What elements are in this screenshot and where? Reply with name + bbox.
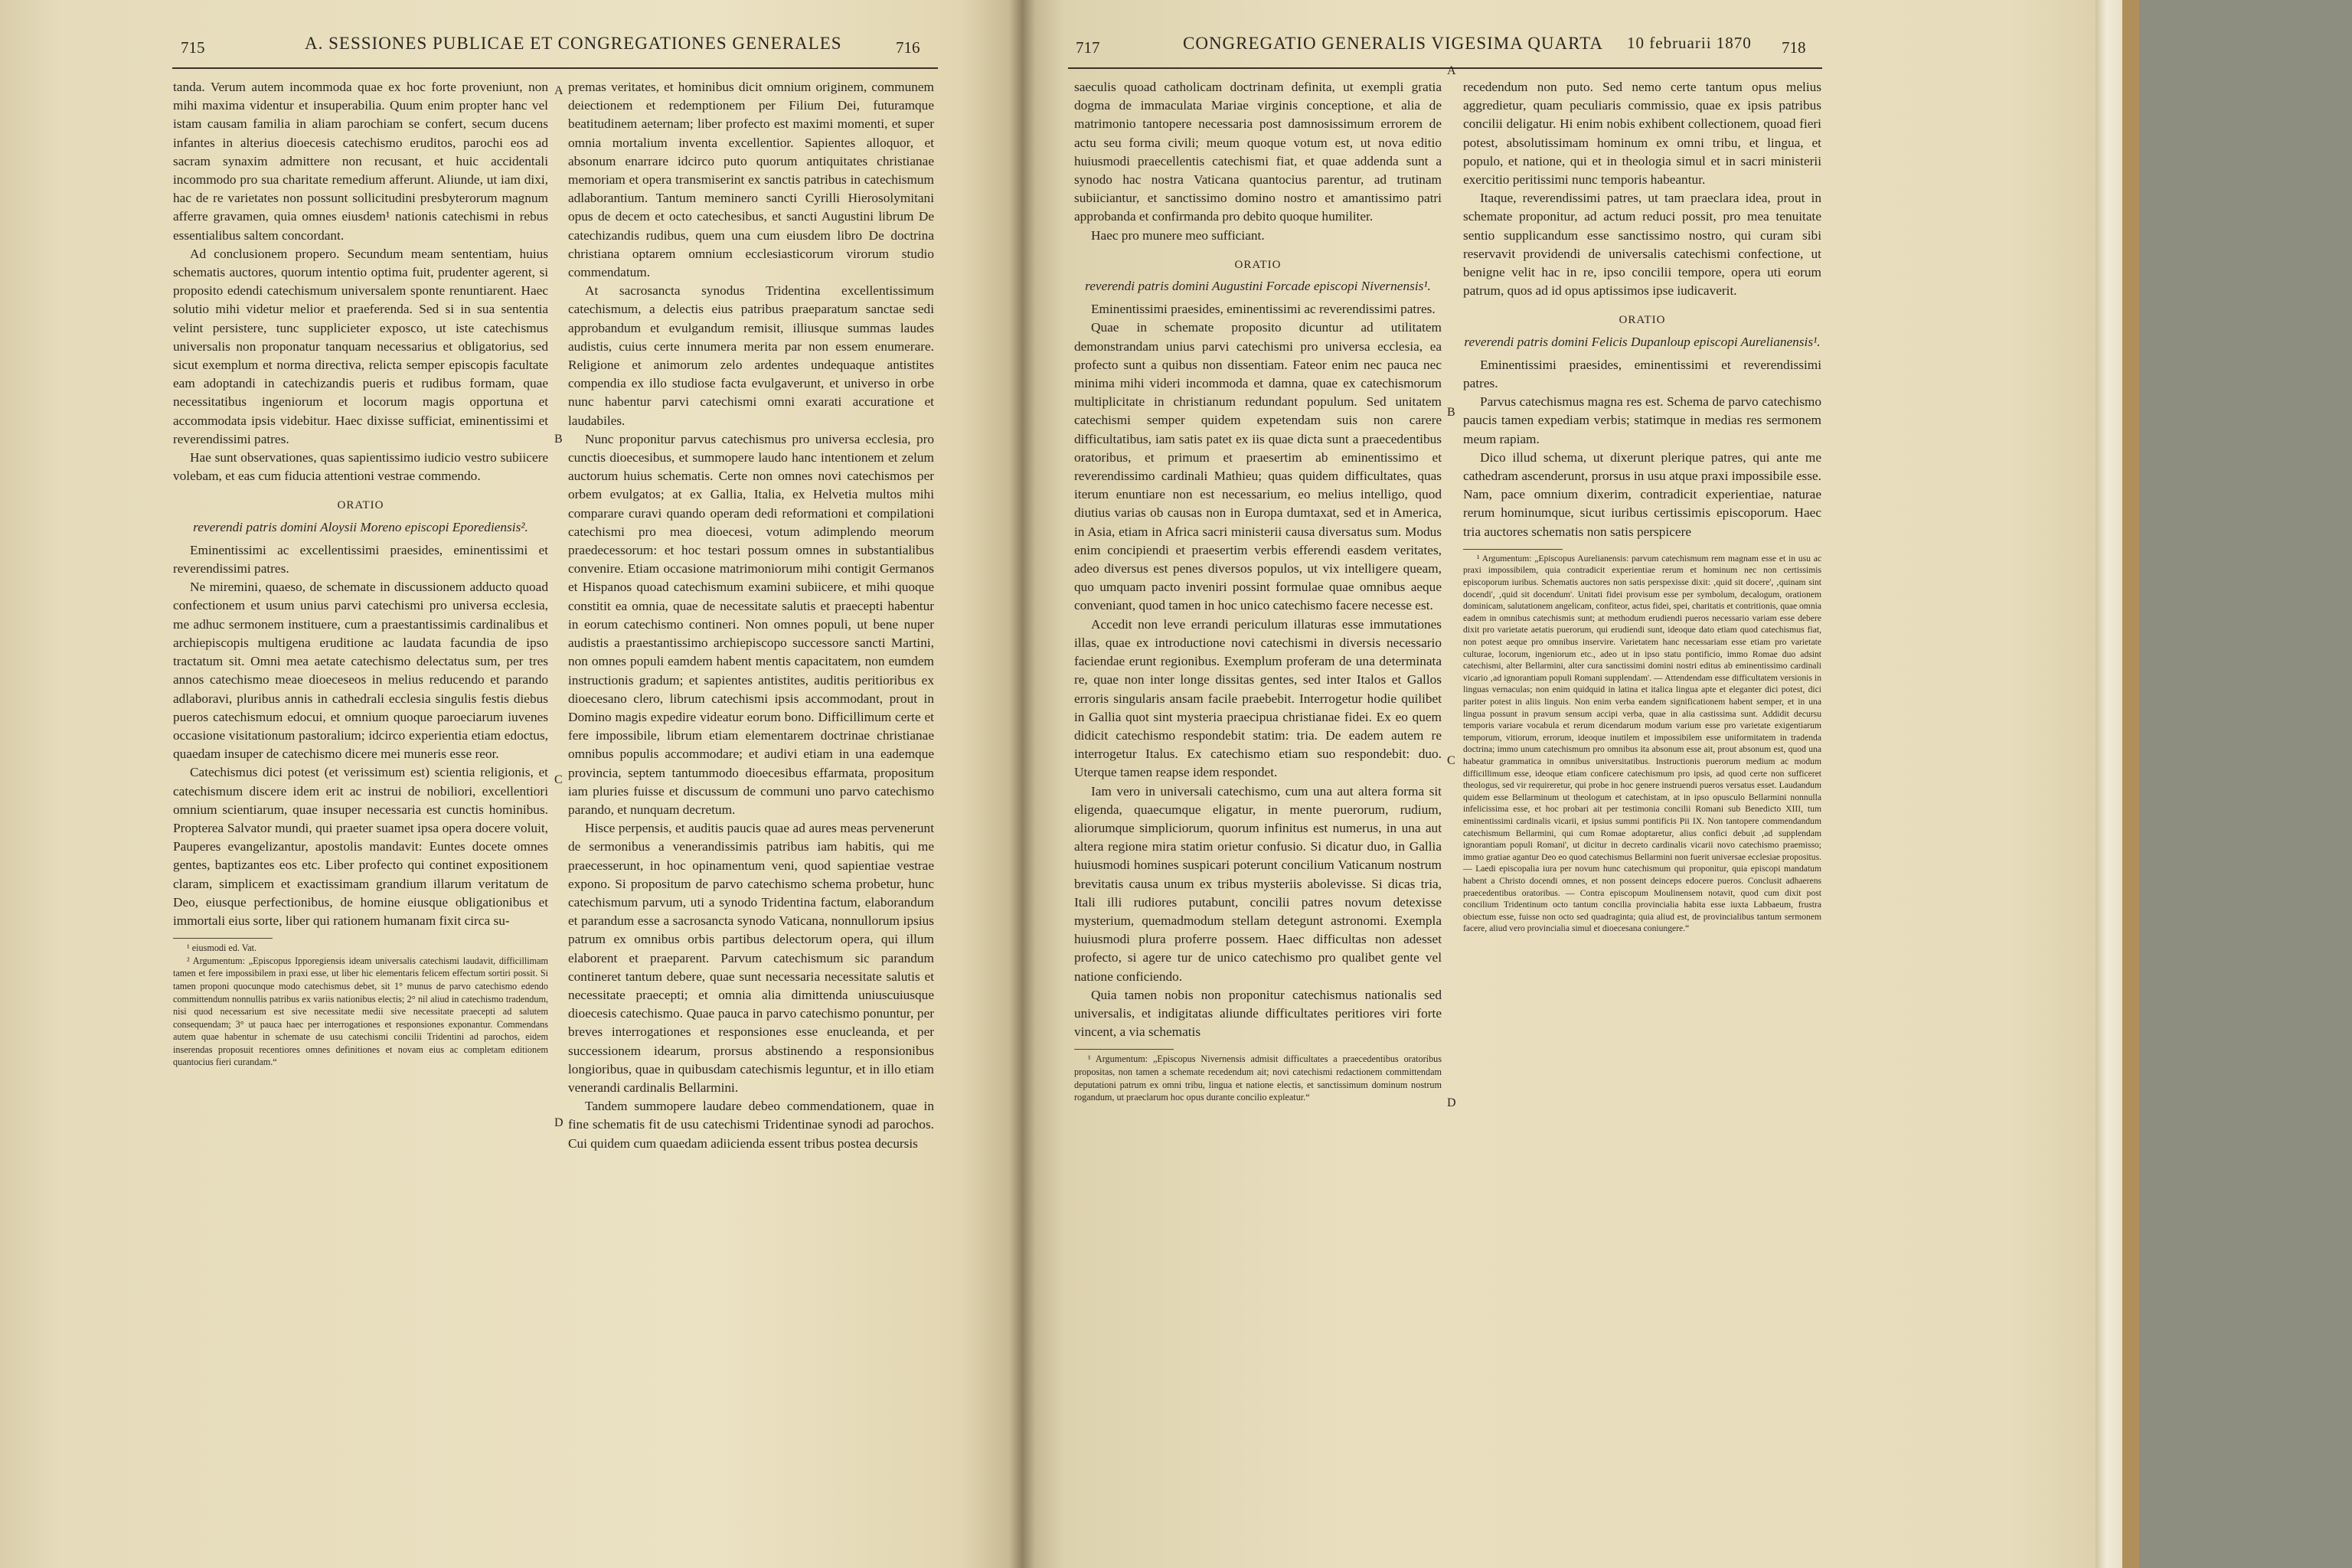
oratio-subheading: reverendi patris domini Felicis Dupanloup episcopi Aurelianensis¹.: [1464, 334, 1821, 349]
paragraph: Catechismus dici potest (et verissimum est) scientia religionis, et catechismum discere idem erit ac instrui de nobiliori, excellentiori omnium scientiarum, quae insuper necessaria est cunctis hominibus. Propterea Salvator mundi, qui praeter suamet ipsa opera docere voluit, Pauperes evangelizantur, apostolis mandavit: Euntes docete omnes gentes, baptizantes eos etc. Liber profecto qui continet expositionem claram, simplicem et exactissimam grandium illarum veritatum de Deo, eiusque perfectionibus, de homine eiusque obligationibus et immortali eius sorte, liber qui rationem humanam fixit circa su-: [173, 765, 548, 928]
paragraph: Accedit non leve errandi periculum illaturas esse immutationes illas, quae ex introductione novi catechismi in diversis necessario faciendae erunt regionibus. Exemplum proferam de una determinata re, quae non inter longe dissitas gentes, sed inter Italos et Gallos erroris singularis ansam facile praebebit. Interrogetur hodie quilibet in Gallia quot sint mysteria praecipua christianae fidei. Ex eo quem didicit catechismo respondebit statim: tria. De eadem autem re interrogetur Italus. Ex catechismo etiam suo respondebit: duo. Uterque tamen reapse idem respondet.: [1074, 616, 1442, 780]
footnote: ² Argumentum: „Episcopus Ipporegiensis ideam universalis catechismi laudavit, difficillimam tamen et fere impossibilem in praxi esse, ut liber hic elementaris felicem effectum sortiri possit. Si tamen proponi quocunque modo catechismus debet, sit 1° munus de parvo catechismo edendo committendum nonnullis patribus ex variis nationibus electis; 2° nil aliud in catechismo tradendum, nisi quod necessarium est sive necessitate medii sive necessitate praecepti ad salutem consequendam; 3° ut pauca haec per interrogationes et responsiones exponantur. Commendans autem quae habentur in schemate de usu catechismi concilii Tridentini ad parochos, eidem inserendas proposuit recentiores omnes definitiones et novam eius ac completam editionem quantocius fieri curandam.“: [173, 955, 548, 1068]
paragraph: At sacrosancta synodus Tridentina excellentissimum catechismum, a delectis eius patribus praeparatum sanctae sedi approbandum et evulgandum remisit, illiusque summas laudes audistis, cuius certe innumera merita par non essem enumerare. Religione et animorum zelo ardentes undequaque antistites compendia ex illo studiose facta evulgaverunt, et universo in orbe nunc habentur parvi catechismi omni exarati accuratione et laudabiles.: [568, 283, 934, 428]
footnotes: [173, 938, 548, 1069]
left-page: [0, 0, 1022, 1568]
oratio-heading: ORATIO: [1234, 258, 1282, 271]
paragraph: Itaque, reverendissimi patres, ut tam praeclara idea, prout in schemate proponitur, ad actum reduci possit, pro mea tenuitate sentio supplicandum esse sanctissimo nostro, qui curam sibi reservavit providendi de universalis catechismi confectione, ut benigne velit hac in re, ipso concilii tempore, opera uti eorum patrum, quos ad id opus aptissimos ipse iudicaverit.: [1463, 191, 1821, 299]
page-edges: [2096, 0, 2122, 1568]
left-column-1: [173, 78, 548, 1069]
margin-letter-b: B: [1447, 406, 1455, 419]
margin-letter-b: B: [554, 433, 563, 446]
paragraph: Quia tamen nobis non proponitur catechismus nationalis sed universalis, et indigitatas aliunde difficultates peritiores viri forte vincent, a via schematis: [1074, 987, 1442, 1040]
right-page: [1022, 0, 2096, 1568]
footnote: ¹ eiusmodi ed. Vat.: [187, 942, 257, 954]
page-number-716: 716: [896, 38, 920, 57]
oratio-heading: ORATIO: [1619, 314, 1666, 327]
book-gutter: [1009, 0, 1035, 1568]
footnote-rule: [173, 938, 273, 939]
footnote-rule: [1463, 549, 1563, 550]
left-column-2: [568, 78, 934, 1153]
margin-letter-a: A: [1447, 64, 1456, 77]
margin-letter-c: C: [1447, 754, 1455, 767]
paragraph: saeculis quoad catholicam doctrinam definita, ut exempli gratia dogma de immaculata Mariae virginis conceptione, et alia de matrimonio tantopere necessaria post damnosissimum errorem de actu seu forma civili; meum quoque votum est, ut nova editio huiusmodi praecellentis catechismi fiat, et quae addenda sunt a synodo hac nostra Vaticana quantocius parentur, ad trutinam subiiciantur, et sanctissimo domino nostro et amantissimo patri approbanda et confirmanda pro debito quoque humiliter.: [1074, 80, 1442, 224]
running-date-right: 10 februarii 1870: [1627, 34, 1752, 52]
cover-board: [2122, 0, 2352, 1568]
paragraph: Dico illud schema, ut dixerunt plerique patres, qui ante me cathedram ascenderunt, prorsus in usu atque praxi impossibile esse. Nam, pace omnium dixerim, contradicit experientiae, naturae rerum hominumque, sicut iuribus certissimis episcoporum. Haec tria auctores schematis non satis perspicere: [1463, 449, 1821, 539]
page-number-717: 717: [1076, 38, 1100, 57]
oratio-subheading: reverendi patris domini Aloysii Moreno episcopi Eporediensis².: [193, 519, 528, 534]
head-rule-left: [172, 67, 938, 69]
paragraph: Quae in schemate proposito dicuntur ad utilitatem demonstrandam unius parvi catechismi pro universa ecclesia, ea profecto sunt a quibus non dissentiam. Fateor enim nec pauca nec minima mihi videri incommoda et damna, quae ex catechismorum multiplicitate in christianum redundant populum. Sed unitatem catechismi semper quidem expetendam suis non carere difficultatibus, iam satis patet ex iis quae dicta sunt a praecedentibus oratoribus, et primum et praesertim ab eminentissimo et reverendissimo cardinali Mathieu; quas quidem difficultates, quas iterum enuntiare non est necessarium, eo melius intelligo, quod diutius varias ob causas non in Europa dumtaxat, sed et in America, in Asia, etiam in Africa sacri ministerii causa diversatus sum. Modus enim concipiendi et praesertim verbis efferendi easdem veritates, adeo diversus est penes diversos populos, ut vix intelligere queam, quo umquam pacto inveniri possint formulae quae omnibus aeque conveniant, quod tamen in hoc unico catechismo facere necesse est.: [1074, 320, 1442, 613]
paragraph: Nunc proponitur parvus catechismus pro universa ecclesia, pro cunctis dioecesibus, et summopere laudo hanc intentionem et zelum auctorum huius schematis. Certe non omnes novi catechismos per orbem evulgatos; at ex Gallia, Italia, ex Helvetia multos mihi comparare curavi quando operam dedi reformationi et compilationi catechismi pro mea dioecesi, votum adimplendo meorum praedecessorum: et hoc testari possum omnes in substantialibus convenire. Etiam occasione matrimoniorum mihi contigit Germanos et Hispanos quoad catechismum examini subiicere, et mihi quoque constitit ea omnia, quae de necessitate salutis et praecepti habentur in eorum catechismo contineri. Non omnes populi, ut bene nuper audistis a praestantissimo archiepiscopo successore sancti Martini, non omnes populi eamdem habent mentis capacitatem, non eumdem instructionis gradum; et sapientes antistites, auditis peritioribus ex dioecesano clero, librum catechismi ipsis accommodant, prout in Domino magis expedire videatur eorum bono. Difficillimum certe et fere impossibile, librum etiam elementarem doctrinae christianae omnibus populis accommodare; et audivi etiam in una eademque provincia, septem tantummodo dioecesibus effarmata, propositum iam pluries fuisse et discussum de communi uno parvo catechismo parando, et nunquam decretum.: [568, 431, 934, 817]
footnote: ¹ Argumentum: „Episcopus Nivernensis admisit difficultates a praecedentibus oratoribus propositas, non tamen a schemate recedendum ait; novi catechismi redactionem committendam deputationi patrum ex omni tribu, lingua et natione electis, et sanctissimum dominum nostrum rogandum, ut praeclarum hoc opus durante concilio expleatur.“: [1074, 1054, 1442, 1103]
binding-band: [2122, 0, 2139, 1568]
margin-letter-a: A: [554, 84, 564, 97]
paragraph: premas veritates, et hominibus dicit omnium originem, communem deiectionem et redemptionem per Filium Dei, futuramque beatitudinem aeternam; liber profecto est maximi momenti, et super omnia mortalium inventa excellentior. Sapientes alloquor, et absonum enarrare idcirco puto quorum antiquitates christianae memoriam et opera transmiserint ex sanctis patribus in catechismum adlaborantium. Tantum meminero sancti Cyrilli Hierosolymitani opus de decem et octo catechesibus, et sancti Augustini librum De catechizandis rudibus, quem una cum eiusdem libro De doctrina christiana optarem omnium ecclesiasticorum virorum studio commendatum.: [568, 80, 934, 280]
head-rule-right: [1068, 67, 1822, 69]
paragraph: Iam vero in universali catechismo, cum una aut altera forma sit eligenda, quaecumque eligatur, in mente puerorum, rudium, aliorumque simpliciorum, quorum infinitus est numerus, in una aut altera regione mira statim orietur confusio. Si dicatur duo, in Gallia huiusmodi homines suspicari poterunt concilium Vaticanum nostrum brevitatis causa unum ex tribus mysteriis abolevisse. Si dicas tria, Itali illi rudiores putabunt, concilii patres novum detexisse mysterium, quemadmodum stellam detegunt astronomi. Exempla huiusmodi plura proferre possem. Haec difficultas non adesset profecto, si agere tur de unico catechismo pro qualibet gente vel natione conficiendo.: [1074, 783, 1442, 984]
paragraph: Hae sunt observationes, quas sapientissimo iudicio vestro subiicere volebam, et eas cum fiducia attentioni vestrae commendo.: [173, 450, 548, 484]
margin-letter-d: D: [1447, 1096, 1456, 1109]
paragraph: Haec pro munere meo sufficiant.: [1091, 227, 1265, 243]
paragraph: Eminentissimi praesides, eminentissimi ac reverendissimi patres.: [1091, 302, 1436, 317]
oratio-heading: ORATIO: [337, 499, 384, 512]
right-column-1: [1074, 78, 1442, 1104]
paragraph: recedendum non puto. Sed nemo certe tantum opus melius aggredietur, quam peculiaris commissio, quae ex ipsis patribus concilii deligatur. Hi enim nobis exhibent collectionem, quoad fieri potest, absolutissimam hominum ex omni tribu, et lingua, et populo, et natione, qui et in theologia simul et in sacri ministerii exercitio peritissimi nunc temporis habeantur.: [1463, 80, 1821, 188]
margin-letter-c: C: [554, 773, 563, 786]
footnotes: [1463, 549, 1821, 935]
paragraph: Eminentissimi ac excellentissimi praesides, eminentissimi et reverendissimi patres.: [173, 542, 548, 577]
running-head-right: [1022, 34, 2096, 64]
footnotes: [1074, 1049, 1442, 1103]
margin-letter-d: D: [554, 1116, 564, 1129]
paragraph: tanda. Verum autem incommoda quae ex hoc forte proveniunt, non mihi maxima videntur et insuperabilia. Quum enim propter hanc vel istam causam familia in aliam parochiam se confert, secum ducens infantes in alterius dioecesis catechismo eruditos, parochi eos ad sacram synaxim admittere non recusant, et huic accidentali incommodo pro sua charitate remedium afferunt. Aliunde, ut iam dixi, hac de re varietates non possunt sollicitudini presbyterorum magnum afferre gravamen, quia omnes eiusdem¹ nationis catechismi in rebus essentialibus saltem concordant.: [173, 80, 548, 243]
paragraph: Eminentissimi praesides, eminentissimi et reverendissimi patres.: [1463, 357, 1821, 391]
paragraph: Ne miremini, quaeso, de schemate in discussionem adducto quoad confectionem et usum unius parvi catechismi pro universa ecclesia, me adhuc sermonem instituere, cum a praestantissimis cardinalibus et archiepiscopis multigena eruditione ac laudata facundia de ipso tractatum sit. Omni mea aetate catechismo delectatus sum, per tres annos catechismo meae dioeceseos in melius reducendo et parando adlaboravi, pluribus annis in cathedrali ecclesia singulis festis diebus pueros catechismum edocui, et omnium quoque paroeciarum iuvenes occasione visitationum pastoralium; idcirco experientia etiam edoctus, quaedam insuper de catechismo dicere mei muneris esse reor.: [173, 580, 548, 762]
paragraph: Ad conclusionem propero. Secundum meam sententiam, huius schematis auctores, quorum intentio optima fuit, prudenter agerent, si proposito edendi catechismum universalem sponte renuntiarent. Haec solutio mihi videtur melior et praeferenda. Sed si in sua sententia velint persistere, tunc supplicieter exposco, ut iste catechismus universalis non proponatur tanquam necessarius et obligatorius, sed sicut exemplum et norma directiva, relicta semper episcopis facultate eam adoptandi in catechizandis pueris et rudibus formam, quae necessitatibus ingeniorum et locorum magis opportuna et accommodata ipsis videbitur. Haec dixisse sufficiat, eminentissimi et reverendissimi patres.: [173, 246, 548, 446]
page-number-718: 718: [1782, 38, 1806, 57]
paragraph: Tandem summopere laudare debeo commendationem, quae in fine schematis fit de usu catechismi Tridentinae synodi ad parochos. Cui quidem cum quaedam adiicienda essent tribus postea decursis: [568, 1099, 934, 1151]
footnote: ¹ Argumentum: „Episcopus Aurelianensis: parvum catechismum rem magnam esse et in usu ac praxi impossibilem, quia contradicit experientiae rerum et hominum nec non certissimis episcoporum iuribus. Schematis auctores non satis perspexisse dixit: ‚quid sit docere', ‚quinam sint docendi', ‚quid sit docendum'. Unitati fidei provisum esse per symbolum, decalogum, orationem dominicam, salutationem angelicam, confiteor, actus fidei, spei, charitatis et contritionis, quae omnia eadem in omnibus catechismis sunt; at methodum erudiendi pueros necessario variam esse debere dixit pro varietate aetatis puerorum, qui erudiendi sunt, ideoque dato etiam quod catechismus fiat, non potest aeque pro omnibus inservire. Varietatem hanc necessariam esse etiam pro varietate culturae, locorum, ingeniorum etc., adeo ut in ipso statu pontificio, immo Romae duo adsint catechismi, alter Bellarmini, alter cura sanctissimi domini nostri editus ab eminentissimo cardinali vicario ‚ad ignorantiam populi Romani supplendam'. — Attendendam esse difficultatem versionis in linguas vernaculas; non enim quidquid in latina et italica lingua apte et eleganter dici potest, dici pariter potest in aliis linguis. Non enim verba eandem significationem habent semper, et in una lingua possunt in pravum sensum accipi verba, quae in alia castissima sunt. Addidit decursu temporis variare vocabula et rerum dicendarum modum varium esse pro varietate exigentiarum temporum, vitiorum, errorum, ideoque inutilem et impossibilem esse uniformitatem in tradenda doctrina; immo unum catechismum pro omnibus ita absonum esse ait, prout absonum est, quod una habeatur grammatica in omnibus universitatibus. Instructionis puerorum medium ac modum difficillimum esse, ideoque etiam conficere catechismum pro ipsis, ad quod certe non sufficeret theologus, sed vir requireretur, qui probe in hoc genere instruendi pueros versatus esset. Laudandum quidem esse Bellarminum ut theologum et catechistam, at in ipso opusculo Bellarmini nonnulla infelicissima esse, et hoc probari ait per testimonia concilii Romani sub Benedicto XIII, tum eminentissimi cardinalis vicarii, et ipsius summi pontificis Pii IX. Non tantopere commendandum catechismum Bellarmini, qui cum Romae adoptaretur, alius confici debuit ‚ad supplendam ignorantiam populi Romani', ut dicitur in decreto cardinalis vicarii novo catechismo praemisso; immo gratiae agantur Deo eo quod catechismus Bellarmini non fuerit universae ecclesiae propositus. — Laedi episcopalia iura per novum hunc catechismum qui proponitur, quia episcopi mandatum habent a Christo docendi omnes, et non possent deinceps edocere pueros. Conclusit adhaerens praecedentibus oratoribus. — Contra episcopum Moulinensem notavit, quod cum dixit post concilium Tridentinum octo tantum concilia provincialia habita esse iuxta Labbaeum, frustra obiectum esse, fuisse non octo sed quadraginta; quia aliud est, de provincialibus tantum sermonem facere, aliud vero provincialia simul et dioecesana coniungere.“: [1463, 553, 1821, 934]
running-title-right: CONGREGATIO GENERALIS VIGESIMA QUARTA: [1183, 34, 1603, 53]
paragraph: Parvus catechismus magna res est. Schema de parvo catechismo paucis tamen expediam verbis; statimque in medias res sermonem meum rapiam.: [1463, 394, 1821, 446]
oratio-subheading: reverendi patris domini Augustini Forcade episcopi Nivernensis¹.: [1085, 279, 1431, 294]
running-title-left: A. SESSIONES PUBLICAE ET CONGREGATIONES GENERALES: [305, 34, 842, 53]
footnote-rule: [1074, 1049, 1174, 1050]
right-column-2: [1463, 78, 1821, 935]
paragraph: Hisce perpensis, et auditis paucis quae ad aures meas pervenerunt de sermonibus a venerandissimis patribus iam habitis, qui me praecesserunt, in hoc opinamentum veni, quod sapientiae vestrae expono. Si propositum de parvo catechismo schema probetur, hunc catechismum parvum, uti a synodo Tridentina factum, elaborandum et parandum esse a sacrosancta synodo Vaticana, nonnullorum ipsius patrum ex omnibus orbis partibus delectorum opera, qui illum elaborent et praeparent. Parvum catechismum sic parandum contineret tantum debere, quae sunt necessaria necessitate salutis et necessitate praecepti; et omnia alia dimittenda uniuscuiusque dioecesis catechismo. Quae pauca in parvo catechismo ponuntur, per breves interrogationes et responsiones esse enucleanda, et per successionem idearum, prorsus abstinendo a responsionibus longioribus, quae in quibusdam catechismis leguntur, et in illo etiam venerandi cardinalis Bellarmini.: [568, 821, 934, 1095]
page-number-715: 715: [181, 38, 205, 57]
running-head-left: [0, 34, 1022, 64]
